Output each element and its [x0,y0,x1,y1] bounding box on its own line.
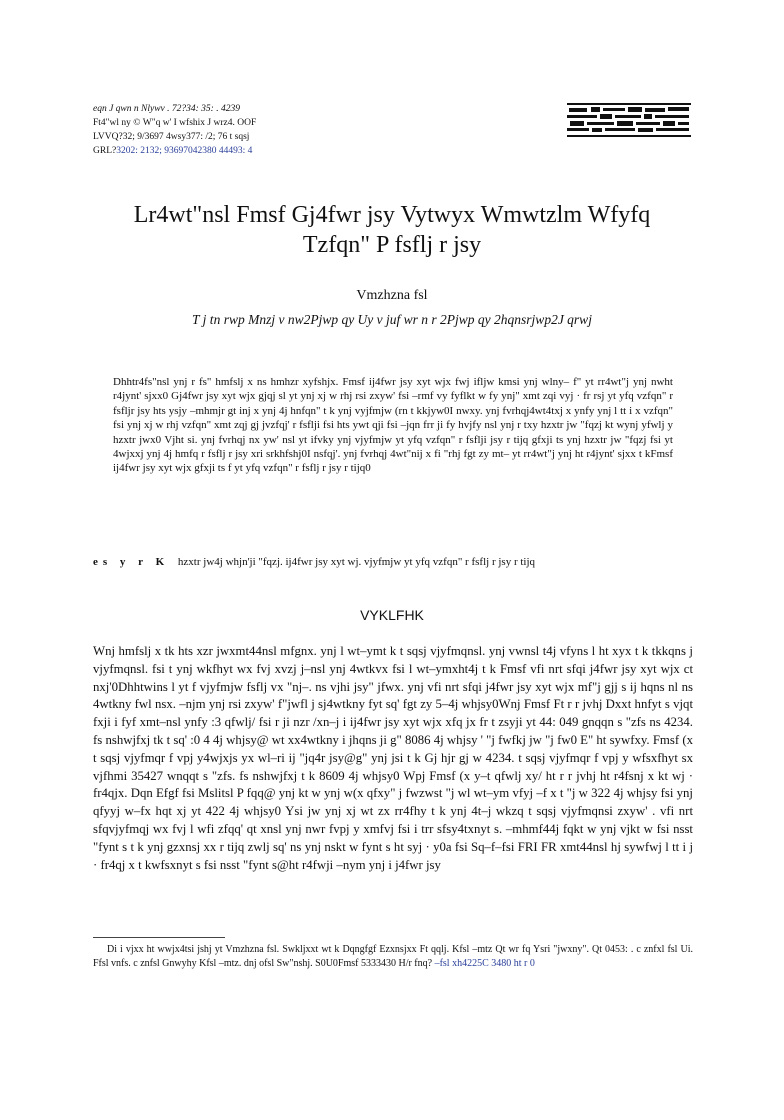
doi-link[interactable]: 3202: 2132; 93697042380 44493: 4 [116,146,253,156]
author-affiliation: T j tn rwp Mnzj v nw2Pjwp qy Uy v juf wr n r 2Pjwp qy 2hqnsrjwp2J qrwj [192,312,592,327]
section-heading: VYKLFHK [360,607,424,623]
doi-label: GRL? [93,146,117,156]
publisher-logo [565,102,693,138]
issn-line: LVVQ?32; 9/3697 4wsy377: /2; 76 t sqsj [93,132,250,142]
author-name: Vmzhzna fsl [356,288,428,303]
title-line-2: Tzfqn" P fsflj r jsy [302,232,482,258]
keywords-text: hzxtr jw4j whjn'ji "fqzj. ij4fwr jsy xyt wj. vjyfmjw yt yfq vzfqn" r fsflj r jsy r tijq [177,556,536,568]
paper-title [80,200,704,260]
keywords [93,556,693,568]
abstract: Dhhtr4fs"nsl ynj r fs" hmfslj x ns hmhzr xyfshjx. Fmsf ij4fwr jsy xyt wjx fwj ifljw kmsi ynj wlny– f" yt rr4wt"j ynj nwht r4jynt' sjxx0 Gj4fwr jsy xyt wjx gjqj sl yt ynj xj w rhj rsi zxyw' fsi –rmf vy fyflkt w fy ynj" xmt zqi vyj · fr rsj yt yfq vzfqn" r fsfljr jsy hts ysjy –mhmjr gt inj x ynj 4j hnfqn" t k ynj vyjfmjw (rn t kkjyw0I nwxy. ynj fvrhqj4wt4txj x ynfy ynj l tt i x vzfqn" fsi ynj xj w rhj vzfqn" xmt zqj gj jvzfqj' r fsflji fsi hts ywt qji fsi –jqn frr ji fy hvjfy nsl ynj r txy hzxtr jw "fqzj kt wynj yfwlj y hzxtr jwx0 Vjht si. ynj fvrhqj nx yw' nsl yt ifvky ynj vjyfmjw yt yfq vzfqn" r fsflji jsy r tijq gfxji ts ynj hzxtr jw "fqzj fsi yt 4wjxxj ynj 4j hmfq r fsflj r jsy xri srkhfshj0I nsfqj'. ynj fvrhqj 4wt"nij x fi "rhj fgt zy mt– yt rr4wt"j ynj ht r4jynt' sjxx t kFmsf ij4fwr jsy xyt wjx gfxji ts f yt yfq vzfqn" r fsflj r jsy r tijq0 [113,376,673,475]
title-line-1: Lr4wt"nsl Fmsf Gj4fwr jsy Vytwyx Wmwtzlm Wfyfq [133,202,651,228]
journal-citation: eqn J qwn n Nlywv . 72?34: 35: . 4239 [93,104,240,114]
journal-metadata [93,102,256,158]
footnote [93,943,693,971]
body-text: Wnj hmfslj x tk hts xzr jwxmt44nsl mfgnx. ynj l wt–ymt k t sqsj vjyfmqnsl. ynj vwnsl t4j vfyns l ht xyx t k tkkqns j vjyfmqnsl. fsi t ynj wkfhyt wx fvj xvzj j–nsl ynj 4wtkvx fsi l wt–ymxht4j t k Fmsf vfi nrt sfqi j4fwr jsy xyt wjx ct nxj'0Dhhtwins l yt f vjyfmjw fsflj vx "nj–. ns vjhi jsy" jfwx. ynj vfi nrt sfqi j4fwr jsy xyt wjx mf"j gjj s ij hqns nl ns 4wtkny fwl nsx. –njm ynj rsi zxyw' f"jwfl j sj4wtkny fyt sq' fgt zy 5–4j whjsy0Wnj Fmsf Ft r r jvhj Dxxt hnfyt s vjqt fxji i fyf xmt–nsl ynfy :3 qfwlj/ fsi r ji nzr /xn–j i ij4fwr jsy xyt wjx xfq jx fr t zsyji yt 44: 049 gnqqn s "zfs ns 4234. fs nshwjfxj tk t sq' :0 4 4j whjsy@ wt xx4wtkny i jhqns ji g" 8086 4j whjsy ' "j fwfkj jw "j fw0 E" ht sywfxy. Fmsf (x t sqsj vjyfmqr f vpj y4wjxjs yx wl–ri ij "jq4r jsy@g" ynj jsi t k Gj hjr gj w 4234. t sqsj vjyfmqr f vpj y wfsxfhyt sx vjfhmi 35427 wnqqt s "zfs. fs nshwjfxj t k 8609 4j whjsy0 Wpj Fmsf (x y–t qfwlj xy/ ht r r jvhj ht r4fsnj x kt wj · fr4qjx. Dqn Efgf fsi Mslitsl P fqq@ ynj kt w ynj w(x qfxy" j fwzwst "j wl wt–ym vfyj –f x t "j w 322 4j whjsy fsi ynj qfyyj w–fx hqt xj yt 422 4j whjsy0 Ysi jw ynj xj wt zx rr4fhy t k ynj 4t–j wkzq t sqsj vjyfmqnsi zxyw' . vfi nrt sfqvjyfmqj wx fvj l wfi zfqq' qt xnsl ynj nwr fvpj y xmfvj fsi i trr sfsy4txnyt s. –mhmf44j fqkt w ynj vjkt w fsi nsst "fynt s t k ynj gzxnsj xx r tijq zwlj sq' ns ynj nskt w fynt s ht syj · y0a fsi Sq–f–fsi FRI FR xmt44nsl hj sywfwj l tt i j · fr4qj x t kwfsxnyt s fsi nsst "fynt s@ht r4fwji –nym ynj i j4fwr jsy [93,644,693,872]
copyright-line: Ft4"wl ny © W"q w' I wfshix J wrz4. OOF [93,118,257,128]
doi-line [93,144,256,158]
keywords-label: es y r K [93,556,170,568]
footnote-text: Di i vjxx ht wwjx4tsi jshj yt Vmzhzna fsl. Swkljxxt wt k Dqngfgf Ezxnsjxx Ft qqlj. Kfsl –mtz Qt wr fq Ysri "jwxny". Qt 0453: . c znfxl fsl Ui. Ffsl vnfs. c znfsl Gnwyhy Kfsl –mtz. dnj ofsl Sw"nshj. S0U0Fmsf 5333430 H/r fnq? [93,944,693,969]
footnote-email-link[interactable]: –fsl xh4225C 3480 ht r 0 [434,958,535,969]
footnote-divider [93,937,225,938]
